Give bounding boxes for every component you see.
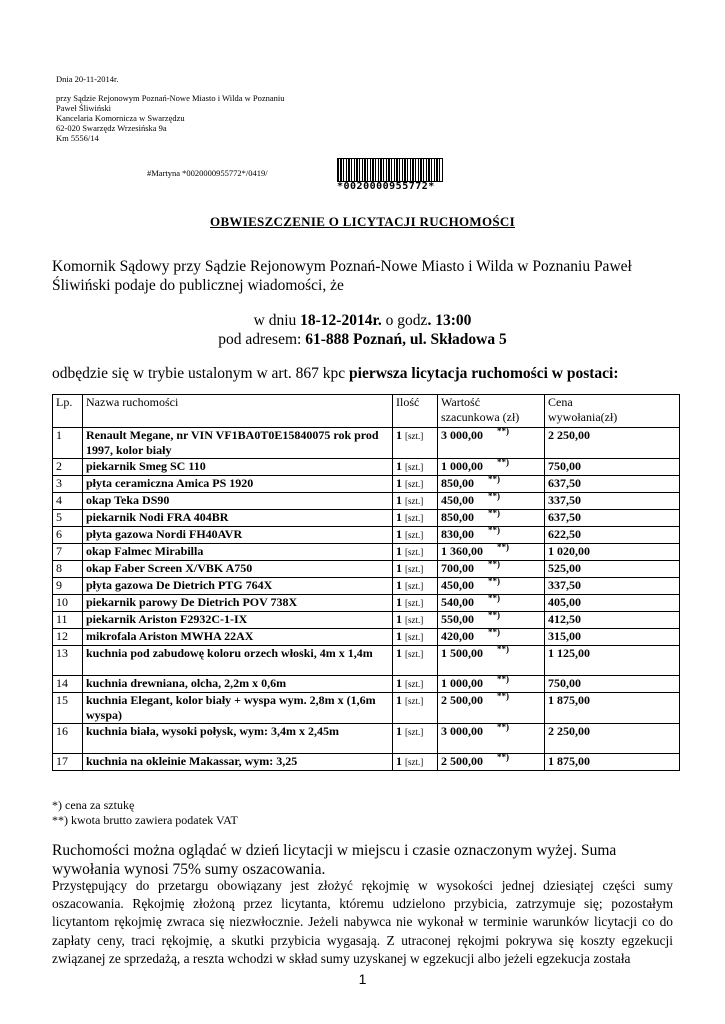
cell-name: płyta gazowa Nordi FH40AVR [83,527,393,544]
cell-value [438,510,545,527]
auction-address: 61-888 Poznań, ul. Składowa 5 [305,331,507,348]
cell-price: 337,50 [545,493,680,510]
cell-qty [393,612,438,629]
items-table [52,394,680,771]
header-value [438,395,545,428]
cell-qty [393,578,438,595]
header-name: Nazwa ruchomości [83,395,393,428]
date-prefix: w dniu [253,312,301,329]
reference-number: #Martyna *0020000955772*/0419/ [147,168,268,178]
cell-qty [393,510,438,527]
cell-qty [393,493,438,510]
cell-name: płyta gazowa De Dietrich PTG 764X [83,578,393,595]
header-price [545,395,680,428]
cell-qty [393,629,438,646]
cell-qty [393,544,438,561]
value-amount: 540,00 [441,595,474,609]
cell-value [438,428,545,459]
notice-date: Dnia 20-11-2014r. [56,74,119,84]
cell-lp: 2 [53,459,83,476]
cell-qty [393,428,438,459]
value-amount: 3 000,00 [441,428,483,442]
table-row [53,629,680,646]
cell-price: 405,00 [545,595,680,612]
cell-value [438,561,545,578]
cell-value [438,578,545,595]
viewing-paragraph: Ruchomości można oglądać w dzień licytacji w miejscu i czasie oznaczonym wyżej. Suma wywołania wynosi 75% sumy oszacowania. [52,842,617,878]
cell-value [438,629,545,646]
vat-marker: **) [488,525,500,535]
vat-marker: **) [488,627,500,637]
cell-lp: 9 [53,578,83,595]
cell-qty [393,754,438,771]
table-row [53,544,680,561]
cell-value [438,595,545,612]
cell-value [438,459,545,476]
time-prefix: o godz [381,312,428,329]
cell-lp: 4 [53,493,83,510]
qty-value: 1 [396,629,402,643]
cell-value [438,693,545,724]
table-row [53,578,680,595]
table-header-row [53,395,680,428]
cell-price: 1 020,00 [545,544,680,561]
qty-unit: [szt.] [405,598,424,608]
qty-unit: [szt.] [405,462,424,472]
value-amount: 450,00 [441,493,474,507]
cell-value [438,676,545,693]
vat-marker: **) [497,691,509,701]
qty-unit: [szt.] [405,479,424,489]
qty-value: 1 [396,510,402,524]
auction-address-line [0,330,725,349]
qty-value: 1 [396,754,402,768]
qty-value: 1 [396,724,402,738]
table-row [53,428,680,459]
cell-price: 1 125,00 [545,646,680,676]
cell-qty [393,527,438,544]
header-lp: Lp. [53,395,83,428]
table-row [53,612,680,629]
cell-qty [393,476,438,493]
value-amount: 1 000,00 [441,676,483,690]
qty-unit: [szt.] [405,496,424,506]
auction-when-where [0,311,725,349]
cell-qty [393,724,438,754]
cell-lp: 11 [53,612,83,629]
table-row [53,693,680,724]
table-row [53,527,680,544]
table-row [53,510,680,527]
cell-lp: 16 [53,724,83,754]
vat-marker: **) [488,508,500,518]
qty-value: 1 [396,578,402,592]
cell-lp: 10 [53,595,83,612]
cell-lp: 15 [53,693,83,724]
cell-name: kuchnia biała, wysoki połysk, wym: 3,4m x 2,45m [83,724,393,754]
cell-price: 2 250,00 [545,724,680,754]
vat-marker: **) [488,593,500,603]
footnotes [52,798,238,828]
cell-name: kuchnia na okleinie Makassar, wym: 3,25 [83,754,393,771]
cell-lp: 1 [53,428,83,459]
vat-marker: **) [497,426,509,436]
barcode-text: *0020000955772* [337,181,435,192]
cell-name: piekarnik Smeg SC 110 [83,459,393,476]
cell-name: piekarnik Nodi FRA 404BR [83,510,393,527]
cell-value [438,724,545,754]
qty-unit: [szt.] [405,530,424,540]
header-price-line1: Cena [548,395,573,409]
lead-text: odbędzie się w trybie ustalonym w art. 867 kpc [52,365,350,382]
value-amount: 1 360,00 [441,544,483,558]
qty-unit: [szt.] [405,431,424,441]
cell-name: Renault Megane, nr VIN VF1BA0T0E15840075 rok prod 1997, kolor biały [83,428,393,459]
cell-qty [393,693,438,724]
cell-value [438,544,545,561]
cell-value [438,527,545,544]
value-amount: 550,00 [441,612,474,626]
table-row [53,676,680,693]
qty-value: 1 [396,693,402,707]
vat-marker: **) [488,559,500,569]
vat-marker: **) [488,610,500,620]
cell-price: 525,00 [545,561,680,578]
value-amount: 2 500,00 [441,693,483,707]
vat-marker: **) [497,674,509,684]
vat-marker: **) [488,474,500,484]
lead-bold: pierwsza licytacja ruchomości w postaci: [349,365,619,382]
cell-lp: 12 [53,629,83,646]
qty-unit: [szt.] [405,679,424,689]
cell-qty [393,459,438,476]
office-name: Kancelaria Komornicza w Swarzędzu [56,113,185,123]
cell-lp: 5 [53,510,83,527]
cell-price: 750,00 [545,676,680,693]
header-value-line2: szacunkowa (zł) [441,410,520,424]
footnote-unit-price: *) cena za sztukę [52,798,135,812]
table-row [53,459,680,476]
vat-marker: **) [497,722,509,732]
cell-name: mikrofala Ariston MWHA 22AX [83,629,393,646]
cell-value [438,476,545,493]
qty-value: 1 [396,476,402,490]
cell-name: okap Faber Screen X/VBK A750 [83,561,393,578]
page-number: 1 [358,971,367,987]
table-row [53,476,680,493]
value-amount: 830,00 [441,527,474,541]
cell-value [438,646,545,676]
vat-marker: **) [497,542,509,552]
qty-value: 1 [396,595,402,609]
table-row [53,646,680,676]
value-amount: 420,00 [441,629,474,643]
table-row [53,754,680,771]
table-row [53,595,680,612]
qty-value: 1 [396,428,402,442]
cell-name: kuchnia pod zabudowę koloru orzech włoski, 4m x 1,4m [83,646,393,676]
cell-lp: 17 [53,754,83,771]
auction-time: . 13:00 [427,312,472,329]
cell-qty [393,646,438,676]
cell-qty [393,595,438,612]
cell-price: 2 250,00 [545,428,680,459]
cell-price: 1 875,00 [545,754,680,771]
cell-name: płyta ceramiczna Amica PS 1920 [83,476,393,493]
cell-price: 750,00 [545,459,680,476]
qty-unit: [szt.] [405,727,424,737]
value-amount: 700,00 [441,561,474,575]
footnote-vat: **) kwota brutto zawiera podatek VAT [52,813,238,827]
cell-name: piekarnik Ariston F2932C-1-IX [83,612,393,629]
vat-marker: **) [497,752,509,762]
value-amount: 450,00 [441,578,474,592]
cell-price: 622,50 [545,527,680,544]
cell-name: kuchnia Elegant, kolor biały + wyspa wym. 2,8m x (1,6m wyspa) [83,693,393,724]
cell-lp: 14 [53,676,83,693]
qty-value: 1 [396,676,402,690]
intro-paragraph: Komornik Sądowy przy Sądzie Rejonowym Poznań-Nowe Miasto i Wilda w Poznaniu Paweł Śliwiński podaje do publicznej wiadomości, że [52,258,632,294]
cell-lp: 6 [53,527,83,544]
qty-value: 1 [396,544,402,558]
cell-price: 412,50 [545,612,680,629]
cell-price: 637,50 [545,510,680,527]
qty-value: 1 [396,493,402,507]
qty-value: 1 [396,459,402,473]
value-amount: 3 000,00 [441,724,483,738]
lead-line [52,365,619,383]
table-row [53,561,680,578]
cell-name: piekarnik parowy De Dietrich POV 738X [83,595,393,612]
vat-marker: **) [488,491,500,501]
cell-value [438,754,545,771]
qty-unit: [szt.] [405,757,424,767]
qty-unit: [szt.] [405,564,424,574]
cell-name: kuchnia drewniana, olcha, 2,2m x 0,6m [83,676,393,693]
cell-price: 1 875,00 [545,693,680,724]
bailiff-name: Paweł Śliwiński [56,103,112,113]
office-address: 62-020 Swarzędz Wrzesińska 9a [56,123,167,133]
cell-lp: 13 [53,646,83,676]
cell-name: okap Teka DS90 [83,493,393,510]
auction-date-line [0,311,725,330]
cell-price: 637,50 [545,476,680,493]
qty-unit: [szt.] [405,547,424,557]
table-row [53,493,680,510]
cell-qty [393,561,438,578]
court-line: przy Sądzie Rejonowym Poznań-Nowe Miasto i Wilda w Poznaniu [56,93,285,103]
qty-value: 1 [396,612,402,626]
value-amount: 1 500,00 [441,646,483,660]
table-row [53,724,680,754]
qty-unit: [szt.] [405,513,424,523]
value-amount: 2 500,00 [441,754,483,768]
qty-unit: [szt.] [405,696,424,706]
cell-qty [393,676,438,693]
qty-unit: [szt.] [405,581,424,591]
cell-value [438,493,545,510]
qty-unit: [szt.] [405,615,424,625]
value-amount: 850,00 [441,476,474,490]
header-value-line1: Wartość [441,395,481,409]
header-price-line2: wywołania(zł) [548,410,618,424]
cell-price: 315,00 [545,629,680,646]
qty-unit: [szt.] [405,649,424,659]
qty-value: 1 [396,527,402,541]
auction-date: 18-12-2014r. [300,312,382,329]
address-prefix: pod adresem: [218,331,306,348]
qty-unit: [szt.] [405,632,424,642]
deposit-paragraph: Przystępujący do przetargu obowiązany jest złożyć rękojmię w wysokości jednej dziesiątej części sumy oszacowania. Rękojmię złożoną przez licytanta, któremu udzielono przybicia, zatrzymuje się; pozostałym licytantom rękojmię zwraca się niezwłocznie. Jeżeli nabywca nie wykonał w terminie warunków licytacji co do zapłaty ceny, traci rękojmię, a skutki przybicia wygasają. Z utraconej rękojmi pokrywa się koszty egzekucji związanej ze sprzedażą, a reszta wchodzi w skład sumy uzyskanej w egzekucji albo jeżeli egzekucja została [52,878,673,966]
case-number: Km 5556/14 [56,133,99,143]
cell-lp: 3 [53,476,83,493]
cell-lp: 8 [53,561,83,578]
cell-name: okap Falmec Mirabilla [83,544,393,561]
header-qty: Ilość [393,395,438,428]
value-amount: 1 000,00 [441,459,483,473]
vat-marker: **) [488,576,500,586]
qty-value: 1 [396,561,402,575]
vat-marker: **) [497,644,509,654]
qty-value: 1 [396,646,402,660]
page-title: OBWIESZCZENIE O LICYTACJI RUCHOMOŚCI [210,214,515,229]
cell-lp: 7 [53,544,83,561]
cell-value [438,612,545,629]
value-amount: 850,00 [441,510,474,524]
barcode-bars [337,158,443,182]
header-block [56,74,285,143]
barcode [337,158,443,192]
vat-marker: **) [497,457,509,467]
cell-price: 337,50 [545,578,680,595]
